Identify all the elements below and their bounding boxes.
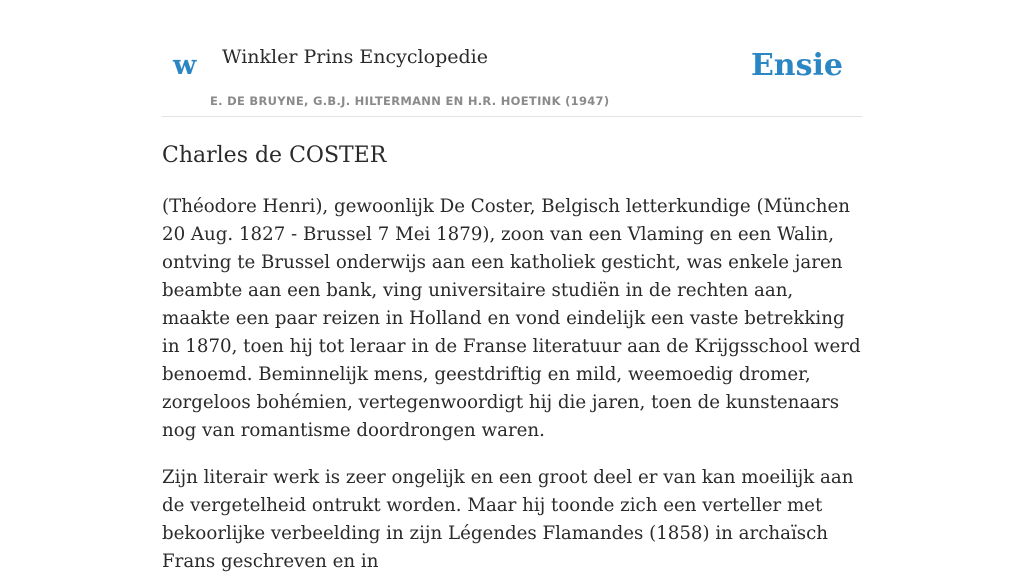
book-title-link[interactable]: Winkler Prins Encyclopedie (222, 46, 488, 68)
article-title: Charles de COSTER (162, 143, 387, 168)
site-header (162, 0, 862, 117)
article-paragraph-2: Zijn literair werk is zeer ongelijk en een groot deel er van kan moeilijk aan de vergetelheid ontrukt worden. Maar hij toonde zich een verteller met bekoorlijke verbeelding in zijn Légendes Flamandes (1858) in archaïsch Frans geschreven en in (162, 467, 854, 572)
page (162, 0, 862, 576)
ensie-logo[interactable]: Ensie (750, 48, 843, 83)
article-paragraph-1: (Théodore Henri), gewoonlijk De Coster, Belgisch letterkundige (München 20 Aug. 1827 - Brussel 7 Mei 1879), zoon van een Vlaming en een Walin, ontving te Brussel onderwijs aan een katholiek gesticht, was enkele jaren beambte aan een bank, ving universitaire studiën in de rechten aan, maakte een paar reizen in Holland en vond eindelijk een vaste betrekking in 1870, toen hij tot leraar in de Franse literatuur aan de Krijgsschool werd benoemd. Beminnelijk mens, geestdriftig en mild, weemoedig dromer, zorgeloos bohémien, vertegenwoordigt hij die jaren, toen de kunstenaars nog van romantisme doordrongen waren. (162, 196, 861, 441)
winkler-prins-logo-icon[interactable]: w (173, 50, 197, 81)
book-authors: E. DE BRUYNE, G.B.J. HILTERMANN EN H.R. HOETINK (1947) (210, 94, 610, 108)
